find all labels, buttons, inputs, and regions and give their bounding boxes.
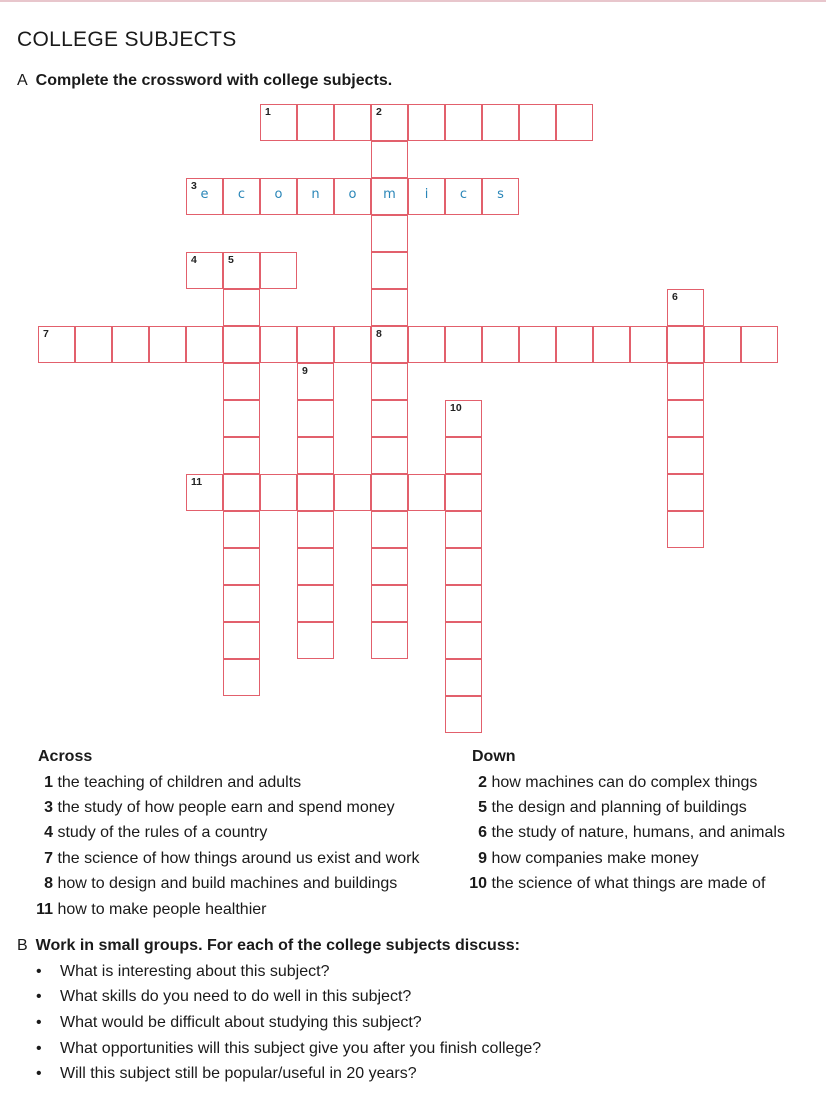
clue-number: 9 [478, 850, 487, 867]
down-clue [462, 774, 757, 792]
crossword-cell[interactable] [593, 326, 630, 363]
crossword-cell[interactable] [334, 326, 371, 363]
down-clue [462, 875, 765, 893]
discussion-question [36, 1065, 417, 1083]
crossword-cell[interactable] [556, 104, 593, 141]
crossword-cell[interactable] [482, 326, 519, 363]
clue-number: 7 [44, 850, 53, 867]
bullet-icon: • [36, 1014, 42, 1031]
crossword-cell[interactable] [667, 437, 704, 474]
crossword-cell[interactable] [371, 289, 408, 326]
answer-letter: s [497, 187, 504, 202]
crossword-cell[interactable] [260, 178, 297, 215]
section-b-label: B [17, 937, 28, 954]
crossword-cell[interactable] [334, 104, 371, 141]
crossword-cell[interactable] [408, 326, 445, 363]
crossword-cell[interactable] [371, 178, 408, 215]
section-b-instruction [17, 937, 520, 955]
crossword-cell[interactable] [223, 289, 260, 326]
crossword-cell[interactable] [75, 326, 112, 363]
clue-number-label: 9 [302, 365, 308, 377]
crossword-cell[interactable] [741, 326, 778, 363]
question-text: What is interesting about this subject? [60, 963, 330, 980]
crossword-cell[interactable] [260, 252, 297, 289]
clue-text: how machines can do complex things [491, 774, 758, 791]
crossword-cell[interactable] [223, 363, 260, 400]
crossword-cell[interactable] [371, 141, 408, 178]
section-a-label: A [17, 72, 28, 89]
discussion-question [36, 988, 411, 1006]
clue-number-label: 8 [376, 328, 382, 340]
crossword-cell[interactable] [667, 511, 704, 548]
crossword-cell[interactable] [186, 178, 223, 215]
clue-number-label: 11 [191, 476, 203, 488]
crossword-cell[interactable] [482, 178, 519, 215]
down-clue [462, 799, 747, 817]
crossword-cell[interactable] [371, 548, 408, 585]
crossword-cell[interactable] [223, 585, 260, 622]
question-text: What would be difficult about studying this subject? [60, 1014, 422, 1031]
answer-letter: o [274, 187, 283, 202]
crossword-cell[interactable] [371, 511, 408, 548]
clue-number: 5 [478, 799, 487, 816]
crossword-cell[interactable] [223, 178, 260, 215]
clue-number: 1 [44, 774, 53, 791]
down-clue [462, 824, 785, 842]
crossword-cell[interactable] [445, 178, 482, 215]
across-clue [29, 824, 267, 842]
answer-letter: o [348, 187, 357, 202]
across-clue [29, 875, 397, 893]
crossword-cell[interactable] [334, 474, 371, 511]
crossword-cell[interactable] [297, 326, 334, 363]
clue-number: 3 [44, 799, 53, 816]
crossword-cell[interactable] [371, 622, 408, 659]
clue-number-label: 5 [228, 254, 234, 266]
section-b-text: Work in small groups. For each of the college subjects discuss: [35, 937, 520, 954]
clue-text: how to make people healthier [57, 901, 267, 918]
discussion-question [36, 1040, 541, 1058]
across-heading: Across [38, 748, 93, 765]
clue-number-label: 6 [672, 291, 678, 303]
bullet-icon: • [36, 988, 42, 1005]
clue-number-label: 4 [191, 254, 197, 266]
across-clue [29, 774, 301, 792]
crossword-cell[interactable] [408, 104, 445, 141]
clue-number: 11 [36, 901, 53, 918]
clue-text: the design and planning of buildings [491, 799, 747, 816]
down-clue [462, 850, 699, 868]
clue-text: how to design and build machines and buildings [57, 875, 398, 892]
crossword-cell[interactable] [223, 400, 260, 437]
clue-number: 10 [469, 875, 487, 892]
crossword-cell[interactable] [223, 326, 260, 363]
crossword-cell[interactable] [297, 437, 334, 474]
crossword-cell[interactable] [297, 511, 334, 548]
crossword-cell[interactable] [371, 363, 408, 400]
crossword-cell[interactable] [260, 104, 297, 141]
crossword-cell[interactable] [297, 178, 334, 215]
crossword-cell[interactable] [445, 400, 482, 437]
crossword-cell[interactable] [186, 252, 223, 289]
answer-letter: c [459, 187, 468, 202]
crossword-cell[interactable] [334, 178, 371, 215]
crossword-cell[interactable] [667, 363, 704, 400]
section-a-text: Complete the crossword with college subjects. [35, 72, 393, 89]
across-clue [29, 799, 395, 817]
down-heading: Down [472, 748, 516, 765]
crossword-cell[interactable] [297, 400, 334, 437]
crossword-cell[interactable] [445, 326, 482, 363]
crossword-cell[interactable] [556, 326, 593, 363]
answer-letter: e [200, 187, 209, 202]
crossword-cell[interactable] [297, 548, 334, 585]
clue-text: the science of how things around us exist and work [57, 850, 420, 867]
crossword-cell[interactable] [630, 326, 667, 363]
clue-text: the science of what things are made of [491, 875, 766, 892]
crossword-cell[interactable] [704, 326, 741, 363]
across-clue [29, 901, 266, 919]
crossword-cell[interactable] [371, 437, 408, 474]
question-text: What skills do you need to do well in this subject? [60, 988, 412, 1005]
crossword-cell[interactable] [297, 622, 334, 659]
crossword-cell[interactable] [667, 474, 704, 511]
crossword-cell[interactable] [260, 474, 297, 511]
across-clue [29, 850, 419, 868]
crossword-cell[interactable] [38, 326, 75, 363]
crossword-cell[interactable] [519, 326, 556, 363]
crossword-cell[interactable] [408, 178, 445, 215]
crossword-cell[interactable] [371, 215, 408, 252]
bullet-icon: • [36, 1040, 42, 1057]
crossword-cell[interactable] [482, 104, 519, 141]
answer-letter: m [383, 187, 396, 202]
clue-text: the teaching of children and adults [57, 774, 302, 791]
answer-letter: n [311, 187, 320, 202]
crossword-cell[interactable] [223, 437, 260, 474]
clue-text: how companies make money [491, 850, 699, 867]
crossword-cell[interactable] [445, 548, 482, 585]
crossword-cell[interactable] [149, 326, 186, 363]
page-title: COLLEGE SUBJECTS [17, 28, 237, 51]
crossword-cell[interactable] [445, 696, 482, 733]
question-text: What opportunities will this subject give you after you finish college? [60, 1040, 542, 1057]
crossword-cell[interactable] [445, 474, 482, 511]
answer-letter: i [424, 187, 429, 202]
clue-number-label: 3 [191, 180, 197, 192]
crossword-cell[interactable] [445, 437, 482, 474]
discussion-question [36, 1014, 422, 1032]
crossword-cell[interactable] [186, 326, 223, 363]
crossword-cell[interactable] [371, 104, 408, 141]
crossword-cell[interactable] [445, 659, 482, 696]
discussion-question [36, 963, 329, 981]
clue-text: the study of how people earn and spend money [57, 799, 395, 816]
clue-text: study of the rules of a country [57, 824, 268, 841]
crossword-cell[interactable] [667, 400, 704, 437]
clue-number-label: 1 [265, 106, 271, 118]
crossword-cell[interactable] [297, 474, 334, 511]
crossword-cell[interactable] [519, 104, 556, 141]
clue-number: 4 [44, 824, 53, 841]
crossword-cell[interactable] [223, 511, 260, 548]
clue-number-label: 10 [450, 402, 462, 414]
clue-number-label: 2 [376, 106, 382, 118]
bullet-icon: • [36, 963, 42, 980]
crossword-cell[interactable] [260, 326, 297, 363]
crossword-cell[interactable] [667, 326, 704, 363]
crossword-cell[interactable] [667, 289, 704, 326]
crossword-cell[interactable] [297, 104, 334, 141]
crossword-cell[interactable] [186, 474, 223, 511]
crossword-cell[interactable] [297, 585, 334, 622]
crossword-cell[interactable] [371, 326, 408, 363]
question-text: Will this subject still be popular/useful in 20 years? [60, 1065, 417, 1082]
crossword-cell[interactable] [371, 400, 408, 437]
clue-text: the study of nature, humans, and animals [491, 824, 785, 841]
crossword-cell[interactable] [223, 252, 260, 289]
crossword-cell[interactable] [445, 622, 482, 659]
bullet-icon: • [36, 1065, 42, 1082]
crossword-cell[interactable] [371, 252, 408, 289]
clue-number: 2 [478, 774, 487, 791]
crossword-cell[interactable] [371, 474, 408, 511]
crossword-cell[interactable] [408, 474, 445, 511]
crossword-cell[interactable] [223, 622, 260, 659]
crossword-cell[interactable] [223, 474, 260, 511]
crossword-cell[interactable] [223, 659, 260, 696]
crossword-cell[interactable] [445, 585, 482, 622]
crossword-cell[interactable] [223, 548, 260, 585]
clue-number-label: 7 [43, 328, 49, 340]
answer-letter: c [237, 187, 246, 202]
crossword-cell[interactable] [112, 326, 149, 363]
crossword-cell[interactable] [371, 585, 408, 622]
crossword-cell[interactable] [297, 363, 334, 400]
crossword-cell[interactable] [445, 104, 482, 141]
clue-number: 8 [44, 875, 53, 892]
clue-number: 6 [478, 824, 487, 841]
crossword-cell[interactable] [445, 511, 482, 548]
